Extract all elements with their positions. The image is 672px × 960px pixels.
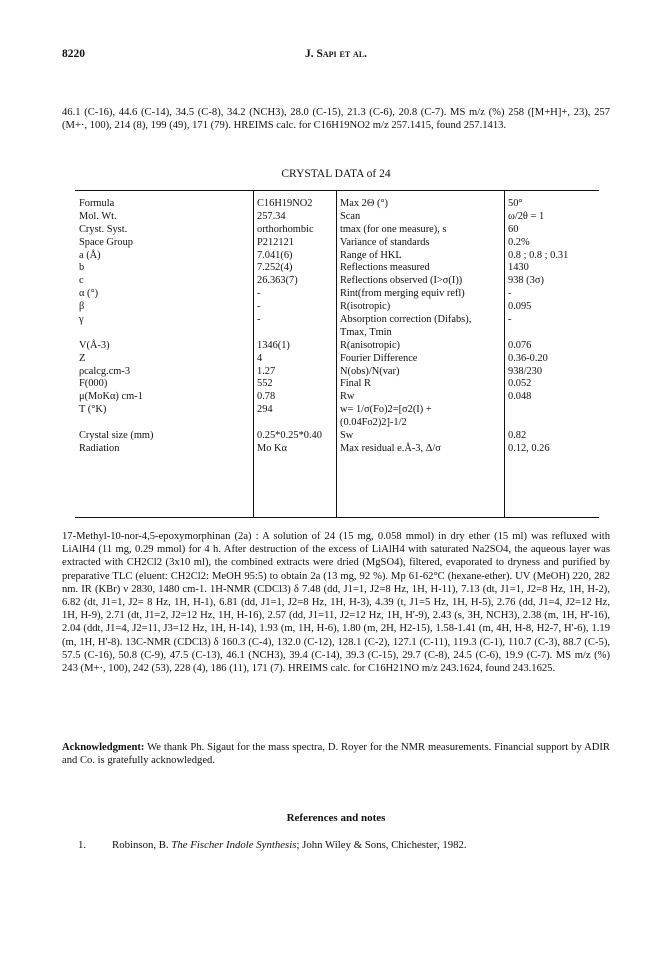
table-param-cell: Space Group — [79, 236, 133, 248]
reference-book-title: The Fischer Indole Synthesis — [171, 839, 297, 851]
acknowledgment-paragraph — [62, 741, 610, 767]
parameter2-column — [340, 198, 471, 456]
table-value-cell: 7.252(4) — [257, 262, 293, 274]
table-value2-cell: 938 (3σ) — [508, 275, 544, 287]
table-param2-cell: Reflections measured — [340, 262, 430, 274]
reference-publisher: ; John Wiley & Sons, Chichester, 1982. — [296, 839, 467, 851]
table-value-cell: - — [257, 314, 261, 326]
table-value2-cell: 0.052 — [508, 378, 532, 390]
table-value-cell: 552 — [257, 378, 273, 390]
running-title — [62, 48, 610, 60]
table-value-cell: P212121 — [257, 236, 294, 248]
acknowledgment-heading: Acknowledgment: — [62, 742, 145, 753]
table-param-cell: Radiation — [79, 442, 120, 454]
table-value2-cell: 0.36-0.20 — [508, 352, 548, 364]
table-value2-cell — [508, 404, 568, 417]
table-divider — [253, 191, 254, 517]
table-value-cell: 0.78 — [257, 391, 276, 403]
table-value-cell: Mo Kα — [257, 442, 287, 454]
reference-number: 1. — [78, 839, 87, 851]
table-param-cell: Crystal size (mm) — [79, 430, 154, 442]
table-param2-cell: Final R — [340, 378, 371, 390]
table-param-cell: F(000) — [79, 378, 108, 390]
table-param-cell: Cryst. Syst. — [79, 223, 128, 235]
value2-column — [508, 198, 568, 456]
running-head — [62, 48, 610, 64]
table-value-cell: 257.34 — [257, 210, 286, 222]
table-value2-cell: 0.2% — [508, 236, 530, 248]
table-param2-cell: Variance of standards — [340, 236, 430, 248]
table-param-cell: Z — [79, 352, 86, 364]
table-param2-cell: R(isotropic) — [340, 301, 391, 313]
continuation-paragraph: 46.1 (C-16), 44.6 (C-14), 34.5 (C-8), 34.2 (NCH3), 28.0 (C-15), 21.3 (C-6), 20.8 (C-7). MS m/z (%) 258 ([M+H]+, 23), 257 (M+·, 100), 214 (8), 199 (49), 171 (79). HREIMS calc. for C16H19NO2 m/z 257.1415, found 257.1413. — [62, 107, 610, 132]
table-param-cell: Formula — [79, 198, 115, 209]
table-param2-cell: (0.04Fo2)2]-1/2 — [340, 417, 407, 429]
table-divider — [504, 191, 505, 517]
table-value2-cell: 0.048 — [508, 391, 532, 403]
table-value-cell: orthorhombic — [257, 223, 314, 235]
table-param2-cell: Tmax, Tmin — [340, 326, 392, 338]
table-value-cell — [257, 327, 322, 340]
table-value2-cell: 0.82 — [508, 430, 527, 442]
table-value2-cell: 0.095 — [508, 301, 532, 313]
table-value-cell: 0.25*0.25*0.40 — [257, 430, 322, 442]
table-value-cell: 1346(1) — [257, 339, 290, 351]
table-param-cell: b — [79, 262, 85, 274]
table-param2-cell: Absorption correction (Difabs), — [340, 314, 472, 326]
table-value-cell: 7.041(6) — [257, 249, 293, 261]
table-divider — [336, 191, 337, 517]
table-param2-cell: Rint(from merging equiv refl) — [340, 288, 465, 300]
table-param2-cell: Fourier Difference — [340, 352, 418, 364]
table-param-cell: a (Å) — [79, 249, 101, 261]
table-value2-cell: 0.12, 0.26 — [508, 442, 550, 454]
acknowledgment-text: We thank Ph. Sigaut for the mass spectra, D. Royer for the NMR measurements. Financial support by ADIR and Co. is gratefully acknowledged. — [62, 742, 610, 767]
table-param-cell: V(Å-3) — [79, 339, 110, 351]
table-value-cell: 26.363(7) — [257, 275, 298, 287]
table-param-cell: μ(MoKα) cm-1 — [79, 391, 143, 403]
parameter-column — [79, 198, 153, 456]
table-param2-cell: R(anisotropic) — [340, 339, 401, 351]
table-value-cell: - — [257, 288, 261, 300]
table-param-cell: γ — [79, 314, 84, 326]
value-column — [257, 198, 322, 456]
crystal-data-table — [75, 190, 599, 518]
table-value2-cell: 0.076 — [508, 339, 532, 351]
table-value2-cell: - — [508, 314, 512, 326]
page-number: 8220 — [62, 48, 85, 60]
table-value2-cell: - — [508, 288, 512, 300]
table-value2-cell: 50° — [508, 198, 523, 209]
table-param2-cell: Sw — [340, 430, 354, 442]
table-value2-cell — [508, 417, 568, 430]
table-param2-cell: N(obs)/N(var) — [340, 365, 400, 377]
reference-text — [112, 839, 467, 851]
table-param2-cell: Rw — [340, 391, 355, 403]
table-value-cell: C16H19NO2 — [257, 198, 313, 209]
table-param-cell: c — [79, 275, 84, 287]
table-param2-cell: Reflections observed (I>σ(I)) — [340, 275, 463, 287]
table-value-cell: - — [257, 301, 261, 313]
table-value-cell — [257, 417, 322, 430]
crystal-table-title: CRYSTAL DATA of 24 — [281, 168, 391, 180]
table-param2-cell: tmax (for one measure), s — [340, 223, 447, 235]
table-param2-cell: Max residual e.Å-3, Δ/σ — [340, 442, 441, 454]
table-value2-cell: 938/230 — [508, 365, 543, 377]
table-param-cell: β — [79, 301, 85, 313]
table-value2-cell: 1430 — [508, 262, 529, 274]
table-param-cell: Mol. Wt. — [79, 210, 117, 222]
table-param2-cell: Range of HKL — [340, 249, 402, 261]
table-param2-cell: Scan — [340, 210, 361, 222]
running-title-text: J. Sapi et al. — [304, 48, 368, 60]
table-value2-cell: 0.8 ; 0.8 ; 0.31 — [508, 249, 569, 261]
table-value-cell: 1.27 — [257, 365, 276, 377]
table-value2-cell: 60 — [508, 223, 519, 235]
table-value-cell: 294 — [257, 404, 273, 416]
table-value2-cell — [508, 327, 568, 340]
table-param2-cell: w= 1/σ(Fo)2=[σ2(I) + — [340, 404, 432, 416]
experimental-paragraph: 17-Methyl-10-nor-4,5-epoxymorphinan (2a) : A solution of 24 (15 mg, 0.058 mmol) in dry ether (15 ml) was refluxed with LiAlH4 (11 mg, 0.29 mmol) for 4 h. After destruction of the excess of LiAlH4 with saturated Na2SO4, the aqueous layer was extracted with CH2Cl2 (3x10 ml), the combined extracts were dried (MgSO4), filtered, evaporated to dryness and purified by preparative TLC (eluent: CH2Cl2: MeOH 95:5) to obtain 2a (13 mg, 92 %). Mp 61-62°C (hexane-ether). UV (MeOH) 220, 282 nm. IR (KBr) ν 2830, 1480 cm-1. 1H-NMR (CDCl3) δ 7.48 (dd, J1=1, J2=8 Hz, 1H, H-11), 7.13 (dt, J1=1, J2=8 Hz, 1H, H-2), 6.82 (dt, J1=1, J2= 8 Hz, 1H, H-1), 6.81 (dd, J1=1, J2=8 Hz, 1H, H-3), 4.39 (t, J1=5 Hz, 1H, H-5), 2.76 (dd, J1=4, J2=12 Hz, 1H, H-9), 2.71 (dt, J1=2, J2=12 Hz, 1H, H-16), 2.57 (dd, J1=11, J2=12 Hz, 1H, H'-9), 2.43 (s, 3H, NCH3), 2.38 (m, 1H, H'-16), 2.04 (ddt, J1=4, J2=11, J3=12 Hz, 1H, H-14), 1.93 (m, 1H, H-6), 1.80 (m, 2H, H2-15), 1.58-1.41 (m, 4H, H-8, H2-7, H'-6), 1.19 (m, 1H, H'-8). 13C-NMR (CDCl3) δ 160.3 (C-4), 132.0 (C-12), 128.1 (C-2), 127.1 (C-11), 119.3 (C-1), 110.7 (C-3), 88.7 (C-5), 57.5 (C-16), 50.8 (C-9), 47.5 (C-13), 46.1 (NCH3), 39.4 (C-14), 39.3 (C-15), 29.7 (C-8), 24.5 (C-6), 19.9 (C-7). MS m/z (%) 243 (M+·, 100), 242 (53), 228 (4), 186 (11), 171 (7). HREIMS calc. for C16H21NO m/z 243.1624, found 243.1625. — [62, 531, 610, 675]
table-value2-cell: ω/2θ = 1 — [508, 210, 545, 222]
table-param-cell — [79, 417, 153, 430]
table-param-cell — [79, 327, 153, 340]
table-param-cell: ρcalcg.cm-3 — [79, 365, 131, 377]
table-param-cell: T (°K) — [79, 404, 107, 416]
references-title: References and notes — [286, 812, 386, 824]
table-param-cell: α (°) — [79, 288, 99, 300]
reference-authors: Robinson, B. — [112, 839, 169, 851]
table-value-cell: 4 — [257, 352, 263, 364]
table-param2-cell: Max 2Θ (°) — [340, 198, 389, 209]
